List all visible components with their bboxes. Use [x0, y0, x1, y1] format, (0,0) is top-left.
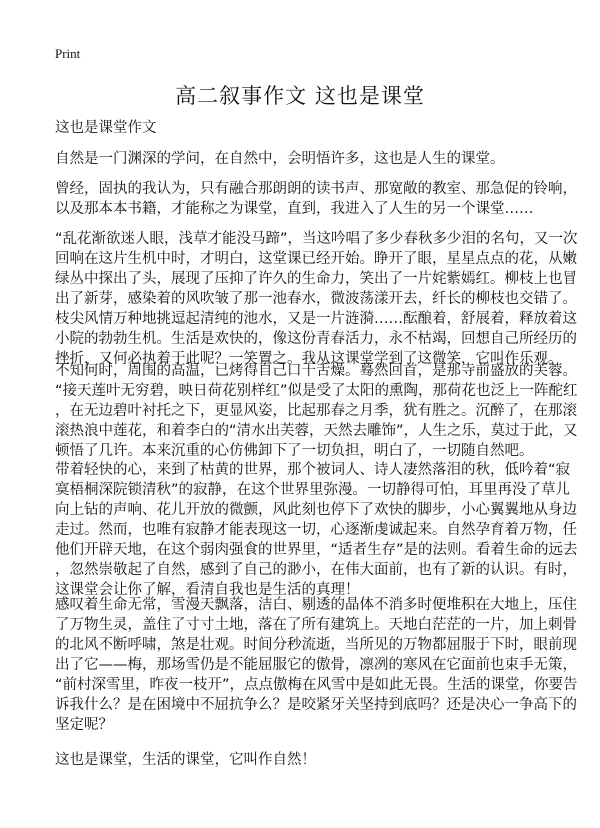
paragraph-line: 以及那本本书籍，才能称之为课堂，直到，我进入了人生的另一个课堂……: [55, 201, 534, 217]
paragraph: [55, 460, 578, 600]
paragraph-line: 带着轻快的心，来到了枯黄的世界，那个被词人、诗人凄然落泪的秋，低吟着“寂: [55, 462, 571, 478]
paragraph-line: 他们开辟天地，在这个弱肉强食的世界里，“适者生存”是的法则。看着生命的远去: [55, 542, 578, 558]
paragraph: [55, 750, 316, 770]
paragraph-line: 出了它——梅，那场雪仍是不能屈服它的傲骨，凛冽的寒风在它面前也束手无策，: [55, 657, 577, 673]
paragraph-line: ，在无边碧叶衬托之下，更显风姿，比起那春之月季，犹有胜之。沉醉了，在那滚: [55, 403, 577, 419]
paragraph-line: 向上钻的声响、花儿开放的微颤，风此刻也停下了欢快的脚步，小心翼翼地从身边: [55, 502, 577, 518]
paragraph-line: 这也是课堂作文: [55, 120, 157, 136]
paragraph-line: 诉我什么？是在困境中不屈抗争么？是咬紧牙关坚持到底吗？还是决心一争高下的: [55, 697, 577, 713]
paragraph-line: 小院的勃勃生机。生活是欢快的，像这份青春活力，永不枯竭，回想自己所经历的: [55, 331, 577, 347]
paragraph: [55, 149, 505, 169]
paragraph-line: 枝尖风情万种地挑逗起清纯的池水，又是一片涟漪……酝酿着，舒展着，释放着这: [55, 311, 577, 327]
paragraph: [55, 229, 578, 369]
paragraph-line: 挫折，又何必执着于此呢？一笑置之。我从这课堂学到了这微笑，它叫作乐观。: [55, 351, 563, 367]
paragraph-line: 坚定呢？: [55, 717, 113, 733]
paragraph-line: 寞梧桐深院锁清秋”的寂静，在这个世界里弥漫。一切静得可怕，耳里再没了草儿: [55, 482, 571, 498]
paragraph-line: 感叹着生命无常，雪漫天飘落，洁白、剔透的晶体不消多时便堆积在大地上，压住: [55, 597, 577, 613]
paragraph-line: 自然是一门渊深的学问，在自然中，会明悟许多，这也是人生的课堂。: [55, 151, 505, 167]
paragraph-line: 这也是课堂，生活的课堂，它叫作自然！: [55, 752, 316, 768]
paragraph-line: 滚热浪中莲花，和着李白的“清水出芙蓉，天然去雕饰”，人生之乐，莫过于此，又: [55, 423, 578, 439]
paragraph-line: “乱花渐欲迷人眼，浅草才能没马蹄”，当这吟唱了多少春秋多少泪的名句，又一次: [55, 231, 578, 247]
page-title: 高二叙事作文 这也是课堂: [175, 84, 425, 108]
paragraph-line: 的北风不断呼啸，煞是壮观。时间分秒流逝，当所见的万物都屈服于下时，眼前现: [55, 637, 577, 653]
paragraph-line: 这课堂会让你了解，看清自我也是生活的真理！: [55, 582, 360, 598]
paragraph: [55, 361, 578, 461]
paragraph-line: 顿悟了几许。本来沉重的心仿佛卸下了一切负担，明白了，一切随自然吧。: [55, 443, 534, 459]
article-subtitle: [55, 118, 157, 138]
paragraph: [55, 595, 578, 735]
paragraph-line: 回响在这片生机中时，才明白，这堂课已经开始。睁开了眼，星星点点的花，从嫩: [55, 251, 577, 267]
paragraph-line: 绿丛中探出了头，展现了压抑了许久的生命力，笑出了一片姹紫嫣红。柳枝上也冒: [55, 271, 577, 287]
print-link[interactable]: Print: [55, 46, 81, 61]
paragraph: [55, 179, 577, 219]
paragraph-line: 不知何时，周围的高温，已烤得自己口干舌燥。蓦然回首，是那寺前盛放的芙蓉。: [55, 363, 577, 379]
paragraph-line: 了万物生灵，盖住了寸寸土地，落在了所有建筑上。天地白茫茫的一片，加上刺骨: [55, 617, 577, 633]
paragraph-line: “前村深雪里，昨夜一枝开”，点点傲梅在风雪中是如此无畏。生活的课堂，你要告: [55, 677, 578, 693]
paragraph-line: 走过。然而，也唯有寂静才能表现这一切，心逐渐虔诚起来。自然孕育着万物，任: [55, 522, 577, 538]
paragraph-line: ，忽然崇敬起了自然，感到了自己的渺小，在伟大面前，也有了新的认识。有时，: [55, 562, 577, 578]
paragraph-line: “接天莲叶无穷碧，映日荷花别样红”似是受了太阳的熏陶，那荷花也泛上一阵酡红: [55, 383, 578, 399]
paragraph-line: 曾经，固执的我认为，只有融合那朗朗的读书声、那宽敞的教室、那急促的铃响，: [55, 181, 577, 197]
paragraph-line: 出了新芽，感染着的风吹皱了那一池春水，微波荡漾开去，纤长的柳枝也交错了。: [55, 291, 577, 307]
